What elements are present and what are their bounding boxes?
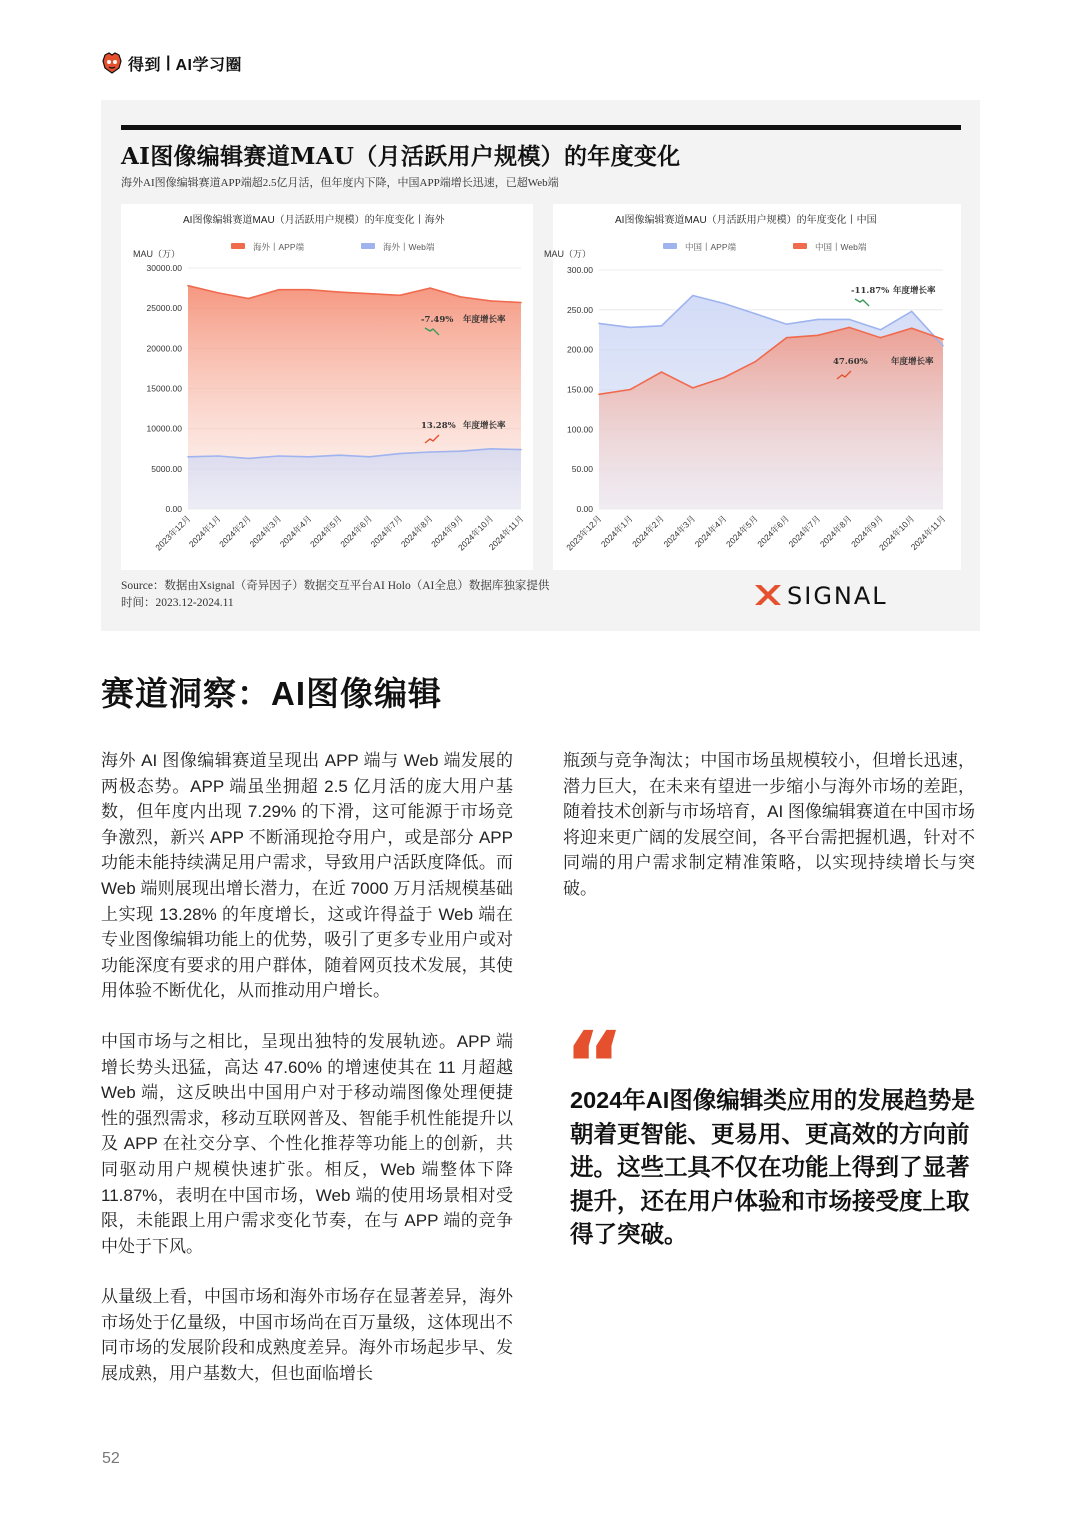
x-tick-label: 2023年12月 — [564, 513, 604, 553]
page-header — [102, 50, 242, 76]
data-point — [786, 323, 788, 325]
legend-label: 海外丨Web端 — [383, 242, 435, 252]
x-tick-label: 2024年4月 — [692, 513, 729, 550]
x-tick-label: 2024年1月 — [598, 513, 635, 550]
y-tick-label: 30000.00 — [146, 263, 182, 273]
data-point — [187, 285, 189, 287]
mau-charts — [121, 196, 961, 578]
growth-rate-label: 年度增长率 — [891, 357, 934, 367]
x-tick-label: 2024年6月 — [338, 513, 375, 550]
growth-rate-label: 年度增长率 — [463, 315, 506, 325]
x-tick-label: 2024年11月 — [908, 513, 948, 553]
y-tick-label: 200.00 — [567, 344, 593, 355]
x-tick-label: 2024年4月 — [277, 513, 314, 550]
x-tick-label: 2024年9月 — [429, 513, 465, 550]
data-point — [278, 455, 280, 457]
xsignal-logo — [753, 582, 953, 608]
x-tick-label: 2024年5月 — [307, 513, 344, 550]
y-tick-label: 15000.00 — [146, 383, 182, 394]
y-axis-label: MAU（万） — [544, 249, 591, 259]
legend-swatch — [663, 243, 677, 249]
data-point — [278, 289, 280, 291]
x-tick-label: 2024年3月 — [661, 513, 698, 550]
x-tick-label: 2024年5月 — [723, 513, 760, 550]
chart-area — [121, 196, 961, 578]
title-rule — [121, 125, 961, 130]
x-tick-label: 2024年11月 — [486, 513, 526, 553]
y-tick-label: 0.00 — [165, 504, 182, 514]
data-point — [848, 319, 850, 321]
brand-name: 得到 — [128, 56, 162, 74]
legend-swatch — [231, 243, 245, 249]
x-tick-label: 2024年9月 — [849, 513, 885, 550]
data-point — [755, 361, 757, 363]
chart-panel-china — [544, 204, 961, 570]
article-column-left — [101, 748, 513, 1412]
data-point — [339, 454, 341, 456]
y-tick-label: 100.00 — [567, 424, 593, 435]
report-subtitle: 海外AI图像编辑赛道APP端超2.5亿月活，但年度内下降，中国APP端增长迅速，已超Web端 — [121, 177, 559, 189]
data-point — [598, 323, 600, 325]
data-point — [429, 287, 431, 289]
data-point — [848, 327, 850, 329]
data-point — [786, 337, 788, 339]
time-range: 时间：2023.12-2024.11 — [121, 597, 234, 609]
data-point — [880, 329, 882, 331]
legend-label: 中国丨Web端 — [815, 242, 867, 252]
y-tick-label: 20000.00 — [146, 343, 182, 354]
report-figure — [101, 100, 980, 631]
data-point — [490, 300, 492, 302]
data-point — [911, 311, 913, 313]
data-point — [598, 394, 600, 396]
data-point — [817, 319, 819, 321]
chart-panel-overseas — [121, 204, 533, 570]
y-tick-label: 5000.00 — [151, 463, 182, 474]
y-tick-label: 25000.00 — [146, 303, 182, 314]
legend-swatch — [793, 243, 807, 249]
data-point — [661, 371, 663, 373]
data-point — [692, 295, 694, 297]
section-title: 赛道洞察：AI图像编辑 — [101, 675, 442, 712]
data-point — [520, 449, 522, 451]
data-point — [490, 448, 492, 450]
data-point — [187, 456, 189, 458]
y-tick-label: 300.00 — [567, 265, 593, 275]
growth-rate-value: -7.49% — [421, 315, 454, 325]
x-tick-label: 2024年1月 — [186, 513, 223, 550]
data-point — [692, 387, 694, 389]
chart-title: AI图像编辑赛道MAU（月活跃用户规模）的年度变化丨海外 — [183, 215, 445, 226]
x-tick-label: 2024年7月 — [786, 513, 823, 550]
source-note — [121, 578, 549, 612]
y-tick-label: 0.00 — [576, 504, 593, 514]
xsignal-wordmark: SIGNAL — [787, 582, 888, 608]
data-point — [661, 325, 663, 327]
data-point — [399, 453, 401, 455]
article-column-right — [563, 748, 975, 927]
data-point — [723, 377, 725, 379]
data-point — [460, 296, 462, 298]
data-point — [520, 302, 522, 304]
growth-rate-value: -11.87% — [851, 286, 890, 296]
growth-rate-value: 47.60% — [833, 357, 868, 367]
x-tick-label: 2024年10月 — [455, 513, 496, 553]
data-point — [460, 450, 462, 452]
channel-name: AI学习圈 — [175, 56, 243, 74]
paragraph: 海外 AI 图像编辑赛道呈现出 APP 端与 Web 端发展的两极态势。APP 端虽坐拥超 2.5 亿月活的庞大用户基数，但年度内出现 7.29% 的下滑，这可能源于市场竞争激烈，新兴 APP 不断涌现抢夺用户，或是部分 APP 功能未能持续满足用户需求，导致用户活跃度降低。而 Web 端则展现出增长潜力，在近 7000 万月活规模基础上实现 13.28% 的年度增长，这或许得益于 Web 端在专业图像编辑功能上的优势，吸引了更多专业用户或对功能深度有要求的用户群体，随着网页技术发展，其使用体验不断优化，从而推动用户增长。 — [101, 751, 513, 1001]
y-tick-label: 10000.00 — [146, 423, 182, 434]
x-tick-label: 2023年12月 — [153, 513, 193, 553]
data-point — [369, 456, 371, 458]
data-point — [942, 339, 944, 341]
brand-divider: | — [166, 54, 171, 71]
paragraph: 中国市场与之相比，呈现出独特的发展轨迹。APP 端增长势头迅猛，高达 47.60% 的增速使其在 11 月超越 Web 端，这反映出中国用户对于移动端图像处理便捷性的强烈需求，移动互联网普及、智能手机性能提升以及 APP 在社交分享、个性化推荐等功能上的创新，共同驱动用户规模快速扩张。相反，Web 端整体下降 11.87%，表明在中国市场，Web 端的使用场景相对受限，未能跟上用户需求变化节奏，在与 APP 端的竞争中处于下风。 — [101, 1031, 513, 1256]
paragraph: 瓶颈与竞争淘汰；中国市场虽规模较小，但增长迅速，潜力巨大，在未来有望进一步缩小与海外市场的差距，随着技术创新与市场培育，AI 图像编辑赛道在中国市场将迎来更广阔的发展空间，各平台需把握机遇，针对不同端的用户需求制定精准策略，以实现持续增长与突破。 — [563, 751, 975, 898]
data-point — [429, 451, 431, 453]
x-tick-label: 2024年3月 — [247, 513, 284, 550]
y-tick-label: 150.00 — [567, 384, 593, 395]
page-number: 52 — [102, 1450, 120, 1467]
x-tick-label: 2024年7月 — [368, 513, 405, 550]
growth-rate-value: 13.28% — [421, 421, 456, 431]
data-point — [942, 345, 944, 347]
data-point — [630, 389, 632, 391]
data-point — [248, 458, 250, 460]
y-tick-label: 50.00 — [571, 464, 593, 475]
data-point — [339, 291, 341, 293]
growth-rate-label: 年度增长率 — [463, 421, 506, 431]
data-point — [817, 335, 819, 337]
data-point — [911, 327, 913, 329]
data-point — [399, 295, 401, 297]
brand-logo-icon — [102, 52, 122, 74]
x-tick-label: 2024年8月 — [398, 513, 435, 550]
data-point — [723, 303, 725, 305]
legend-label: 海外丨APP端 — [253, 242, 305, 252]
data-point — [369, 293, 371, 295]
data-point — [880, 337, 882, 339]
data-point — [248, 298, 250, 300]
growth-rate-label: 年度增长率 — [893, 286, 936, 296]
legend-label: 中国丨APP端 — [685, 242, 737, 252]
report-title: AI图像编辑赛道MAU（月活跃用户规模）的年度变化 — [121, 143, 681, 170]
x-tick-label: 2024年2月 — [217, 513, 253, 550]
paragraph: 从量级上看，中国市场和海外市场存在显著差异，海外市场处于亿量级，中国市场尚在百万量级，这体现出不同市场的发展阶段和成熟度差异。海外市场起步早、发展成熟，用户基数大，但也面临增长 — [101, 1287, 513, 1384]
data-point — [218, 455, 220, 457]
x-tick-label: 2024年6月 — [755, 513, 792, 550]
chart-title: AI图像编辑赛道MAU（月活跃用户规模）的年度变化丨中国 — [615, 215, 877, 226]
x-tick-label: 2024年2月 — [630, 513, 666, 550]
x-tick-label: 2024年8月 — [817, 513, 854, 550]
y-axis-label: MAU（万） — [133, 249, 180, 259]
data-point — [218, 292, 220, 294]
data-point — [308, 456, 310, 458]
quote-mark-icon: “ — [564, 1012, 625, 1119]
data-point — [630, 327, 632, 329]
data-point — [308, 289, 310, 291]
pull-quote: 2024年AI图像编辑类应用的发展趋势是朝着更智能、更易用、更高效的方向前进。这些工具不仅在功能上得到了显著提升，还在用户体验和市场接受度上取得了突破。 — [570, 1087, 975, 1247]
data-point — [755, 313, 757, 315]
x-tick-label: 2024年10月 — [876, 513, 917, 553]
y-tick-label: 250.00 — [567, 304, 593, 315]
source-text: Source：数据由Xsignal（奇异因子）数据交互平台AI Holo（AI全息）数据库独家提供 — [121, 580, 550, 592]
legend-swatch — [361, 243, 375, 249]
